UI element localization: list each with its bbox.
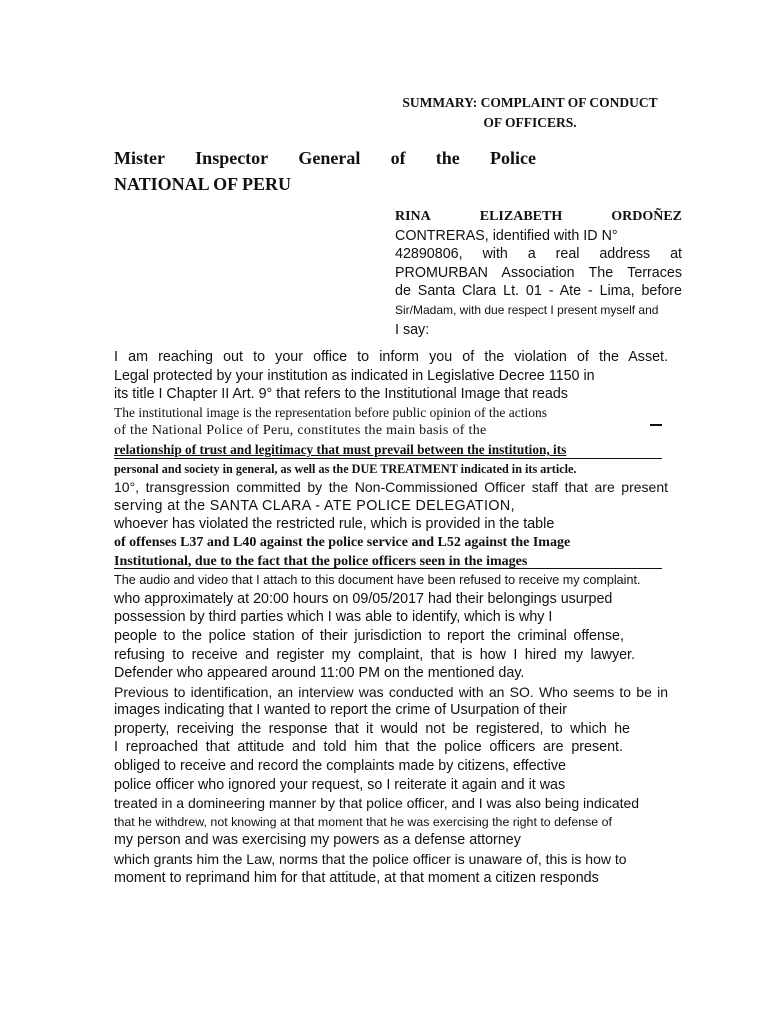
addressee-word: the bbox=[435, 148, 460, 168]
body-line: treated in a domineering manner by that police officer, and I was also being indicated bbox=[114, 795, 640, 812]
body-line: obliged to receive and record the complaints made by citizens, effective bbox=[114, 758, 566, 775]
body-line: The audio and video that I attach to this document have been refused to receive my complaint. bbox=[114, 573, 641, 588]
party-line: PROMURBAN Association The Terraces bbox=[395, 264, 682, 281]
body-line: possession by third parties which I was able to identify, which is why I bbox=[114, 609, 553, 626]
body-line: of offenses L37 and L40 against the police service and L52 against the Image bbox=[114, 534, 571, 550]
party-line: CONTRERAS, identified with ID N° bbox=[395, 227, 618, 244]
body-line: which grants him the Law, norms that the police officer is unaware of, this is how to bbox=[114, 851, 627, 868]
body-line: images indicating that I wanted to report the crime of Usurpation of their bbox=[114, 702, 567, 719]
body-line: The institutional image is the representation before public opinion of the actions bbox=[114, 404, 548, 420]
party-line: de Santa Clara Lt. 01 - Ate - Lima, before bbox=[395, 283, 682, 299]
body-line: Previous to identification, an interview was conducted with an SO. Who seems to be in bbox=[114, 683, 668, 700]
party-name-word: ORDOÑEZ bbox=[611, 209, 682, 224]
addressee-line-2: NATIONAL OF PERU bbox=[114, 174, 292, 194]
party-line: 42890806, with a real address at bbox=[395, 246, 682, 262]
body-line: I am reaching out to your office to inform you of the violation of the Asset. bbox=[114, 349, 668, 365]
body-line: police officer who ignored your request, so I reiterate it again and it was bbox=[114, 776, 566, 793]
body-line: Institutional, due to the fact that the police officers seen in the images bbox=[114, 553, 528, 569]
summary-heading bbox=[390, 93, 670, 133]
party-name-line bbox=[395, 208, 682, 227]
body-line: relationship of trust and legitimacy that must prevail between the institution, its bbox=[114, 441, 567, 457]
addressee-word: of bbox=[390, 148, 406, 168]
addressee-block bbox=[114, 145, 536, 197]
body-line: that he withdrew, not knowing at that moment that he was exercising the right to defense of bbox=[114, 814, 612, 829]
body-line: refusing to receive and register my complaint, that is how I hired my lawyer. bbox=[114, 646, 635, 663]
body-line: moment to reprimand him for that attitude, at that moment a citizen responds bbox=[114, 869, 599, 886]
body-line: property, receiving the response that it would not be registered, to which he bbox=[114, 720, 630, 737]
party-name-word: ELIZABETH bbox=[479, 209, 563, 224]
body-line: my person and was exercising my powers as a defense attorney bbox=[114, 832, 521, 849]
party-line: I say: bbox=[395, 322, 430, 338]
party-block bbox=[395, 208, 682, 340]
summary-line-2: OF OFFICERS. bbox=[483, 115, 577, 130]
summary-line-1: SUMMARY: COMPLAINT OF CONDUCT bbox=[402, 95, 658, 110]
body-line: Legal protected by your institution as indicated in Legislative Decree 1150 in bbox=[114, 367, 595, 384]
body-line: who approximately at 20:00 hours on 09/05/2017 had their belongings usurped bbox=[114, 590, 613, 607]
body-text bbox=[114, 348, 668, 887]
body-line: whoever has violated the restricted rule, which is provided in the table bbox=[114, 516, 555, 533]
addressee-word: Inspector bbox=[195, 148, 269, 168]
party-line: Sir/Madam, with due respect I present myself and bbox=[395, 302, 659, 317]
body-line: serving at the SANTA CLARA - ATE POLICE DELEGATION, bbox=[114, 497, 515, 514]
party-name-word: RINA bbox=[395, 209, 431, 224]
body-line: I reproached that attitude and told him that the police officers are present. bbox=[114, 739, 623, 756]
body-line: personal and society in general, as well as the DUE TREATMENT indicated in its article. bbox=[114, 461, 577, 476]
addressee-line-1 bbox=[114, 145, 536, 171]
addressee-word: Mister bbox=[114, 148, 165, 168]
body-line: people to the police station of their jurisdiction to report the criminal offense, bbox=[114, 627, 624, 644]
body-line: 10°, transgression committed by the Non-Commissioned Officer staff that are present bbox=[114, 479, 668, 496]
body-line: Defender who appeared around 11:00 PM on the mentioned day. bbox=[114, 665, 525, 682]
body-line: of the National Police of Peru, constitutes the main basis of the bbox=[114, 423, 487, 439]
addressee-word: General bbox=[298, 148, 361, 168]
addressee-word: Police bbox=[489, 148, 536, 168]
body-line: its title I Chapter II Art. 9° that refers to the Institutional Image that reads bbox=[114, 386, 568, 403]
